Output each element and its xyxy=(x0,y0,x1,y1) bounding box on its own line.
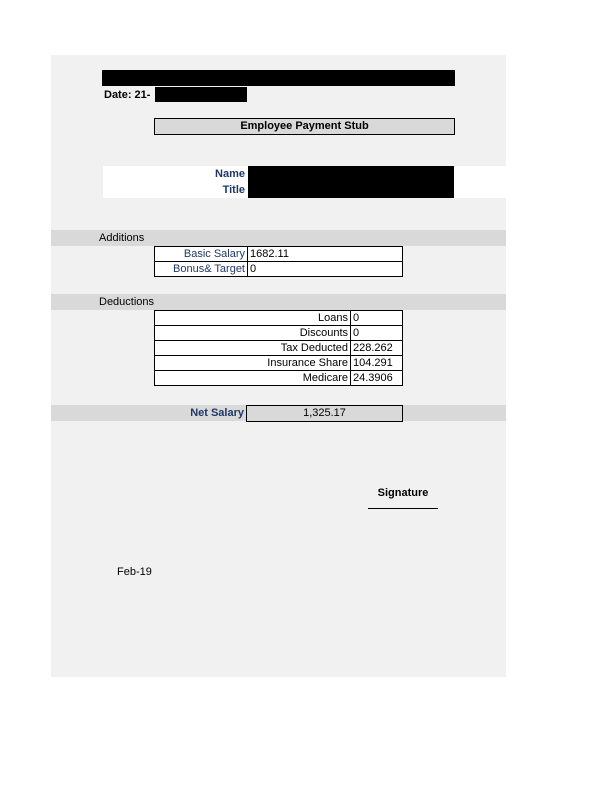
table-row xyxy=(155,247,403,262)
medicare-value: 24.3906 xyxy=(351,371,403,386)
additions-label: Additions xyxy=(99,232,145,244)
stub-title: Employee Payment Stub xyxy=(154,118,455,135)
redacted-date xyxy=(155,87,247,102)
redacted-company-name xyxy=(102,70,455,86)
date-label: Date: 21- xyxy=(104,89,151,101)
table-row xyxy=(155,341,403,356)
deductions-label: Deductions xyxy=(99,296,155,308)
tax-deducted-label: Tax Deducted xyxy=(155,341,351,356)
discounts-value: 0 xyxy=(351,326,403,341)
name-label: Name xyxy=(215,168,245,180)
table-row xyxy=(155,356,403,371)
basic-salary-value: 1682.11 xyxy=(248,247,403,262)
signature-line xyxy=(368,508,438,509)
additions-table xyxy=(154,246,403,277)
title-label: Title xyxy=(222,184,245,196)
table-row xyxy=(155,262,403,277)
redacted-employee-name xyxy=(248,166,454,198)
table-row xyxy=(155,311,403,326)
signature-label: Signature xyxy=(377,487,429,499)
tax-deducted-value: 228.262 xyxy=(351,341,403,356)
discounts-label: Discounts xyxy=(155,326,351,341)
bonus-target-label: Bonus& Target xyxy=(155,262,248,277)
insurance-share-label: Insurance Share xyxy=(155,356,351,371)
net-salary-value: 1,325.17 xyxy=(246,405,403,422)
loans-value: 0 xyxy=(351,311,403,326)
footer-date: Feb-19 xyxy=(117,566,152,578)
medicare-label: Medicare xyxy=(155,371,351,386)
bonus-target-value: 0 xyxy=(248,262,403,277)
employee-info xyxy=(103,166,506,198)
insurance-share-value: 104.291 xyxy=(351,356,403,371)
loans-label: Loans xyxy=(155,311,351,326)
table-row xyxy=(155,371,403,386)
net-salary-label: Net Salary xyxy=(190,407,244,419)
table-row xyxy=(155,326,403,341)
deductions-table xyxy=(154,310,403,386)
basic-salary-label: Basic Salary xyxy=(155,247,248,262)
